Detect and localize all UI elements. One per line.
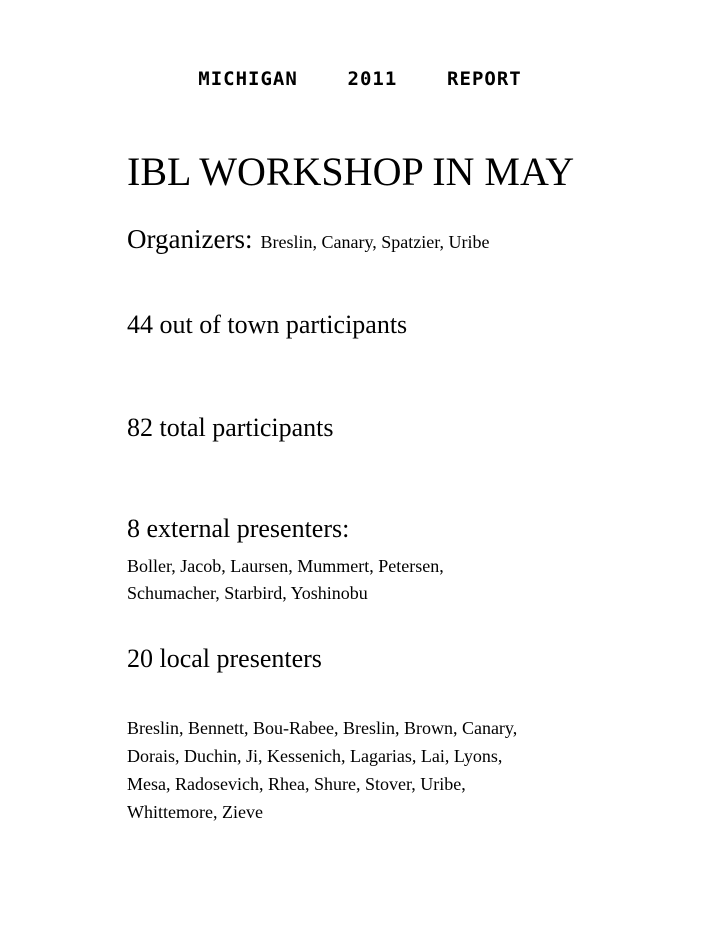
external-presenters-line: Schumacher, Starbird, Yoshinobu bbox=[127, 583, 368, 603]
local-presenters-line: Whittemore, Zieve bbox=[127, 802, 263, 822]
external-presenters-list bbox=[127, 553, 444, 607]
local-presenters-list bbox=[127, 714, 517, 826]
organizers-line bbox=[127, 222, 490, 256]
report-header: MICHIGAN 2011 REPORT bbox=[198, 68, 522, 90]
external-presenters-heading: 8 external presenters: bbox=[127, 514, 350, 543]
total-participants: 82 total participants bbox=[127, 413, 334, 442]
local-presenters-line: Mesa, Radosevich, Rhea, Shure, Stover, Uribe, bbox=[127, 774, 466, 794]
out-of-town-participants: 44 out of town participants bbox=[127, 310, 408, 339]
organizers-label: Organizers: bbox=[127, 224, 253, 254]
local-presenters-heading: 20 local presenters bbox=[127, 644, 322, 673]
page-title: IBL WORKSHOP IN MAY bbox=[127, 149, 575, 194]
organizers-names: Breslin, Canary, Spatzier, Uribe bbox=[260, 232, 490, 252]
local-presenters-line: Breslin, Bennett, Bou-Rabee, Breslin, Brown, Canary, bbox=[127, 718, 518, 738]
local-presenters-line: Dorais, Duchin, Ji, Kessenich, Lagarias, Lai, Lyons, bbox=[127, 746, 503, 766]
external-presenters-line: Boller, Jacob, Laursen, Mummert, Petersen, bbox=[127, 556, 444, 576]
